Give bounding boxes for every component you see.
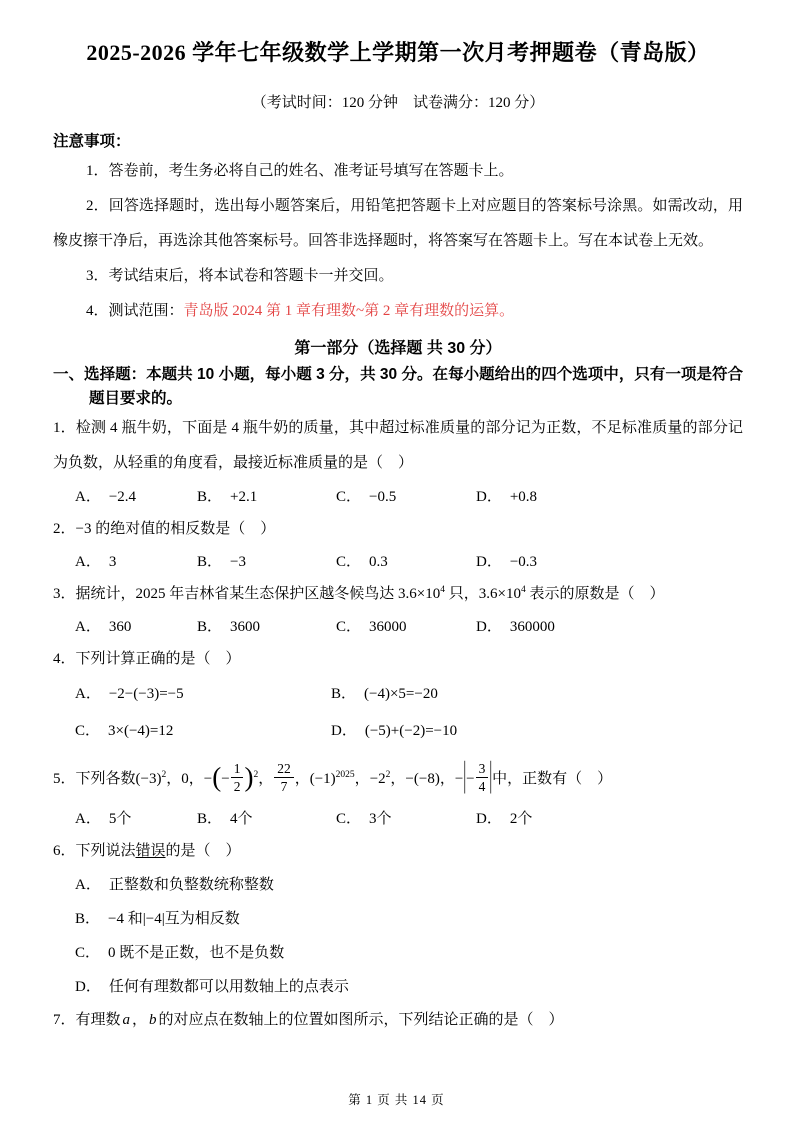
question-5-stem: 5．下列各数$(-3)^2$，0，−(− $\frac{1}{2}$ )$^2$， $\frac{22}{7}$ ，$(-1)^{2025}$，$-2^2$，−(−8)，−|− $\frac{3}{4}$ |中，正数有（ ）	[53, 756, 613, 796]
question-6-stem: 6．下列说法错误的是（ ）	[53, 842, 241, 859]
option-3d: D． 360000	[476, 619, 555, 635]
question-7-stem: 7．有理数 a ， b 的对应点在数轴上的位置如图所示，下列结论正确的是（ ）	[53, 1011, 564, 1028]
fraction-1-2: $\frac{1}{2}$	[231, 761, 244, 794]
page-number: 第 1 页 共 14 页	[348, 1093, 445, 1107]
math-term: −2	[369, 771, 386, 787]
section-intro: 一、选择题：本题共 10 小题，每小题 3 分，共 30 分。在每小题给出的四个选项中，只有一项是符合题目要求的。	[53, 366, 743, 407]
exam-meta: （考试时间：120 分钟 试卷满分：120 分）	[251, 95, 545, 111]
question-1-options	[75, 481, 743, 513]
option-3b: B． 3600	[197, 619, 261, 635]
underlined-word: 错误	[135, 842, 166, 859]
math-term: −(− $\frac{1}{2}$ )$^2$	[203, 761, 259, 795]
option-4a: A． −2−(−3)=−5	[75, 686, 184, 702]
option-2c: C． 0.3	[336, 554, 388, 570]
option-5a: A． 5个	[75, 810, 132, 827]
variable-b: b	[149, 1011, 157, 1028]
scientific-notation: 3.6×10	[398, 586, 441, 602]
fraction-22-7: $\frac{22}{7}$	[274, 761, 294, 794]
option-2b: B． −3	[197, 554, 246, 570]
question-4-options	[75, 676, 743, 750]
option-1d: D． +0.8	[476, 489, 538, 505]
option-1a: A． −2.4	[75, 489, 137, 505]
notice-heading: 注意事项：	[53, 133, 131, 150]
option-4b: B． (−4)×5=−20	[331, 686, 438, 702]
variable-a: a	[122, 1011, 131, 1028]
option-6c: C． 0 既不是正数，也不是负数	[75, 944, 285, 961]
question-5-options	[75, 803, 743, 835]
question-1-stem: 1．检测 4 瓶牛奶，下面是 4 瓶牛奶的质量，其中超过标准质量的部分记为正数，不足标准质量的部分记为负数，从轻重的角度看，最接近标准质量的是（ ）	[53, 420, 743, 471]
option-1b: B． +2.1	[197, 489, 258, 505]
question-4-stem: 4．下列计算正确的是（ ）	[53, 651, 241, 667]
question-2-options	[75, 546, 743, 578]
notice-item-3: 3．考试结束后，将本试卷和答题卡一并交回。	[86, 268, 394, 284]
option-4d: D． (−5)+(−2)=−10	[331, 723, 458, 739]
option-3a: A． 360	[75, 619, 132, 635]
question-6-options	[53, 868, 743, 1004]
notice-item-4-label: 4．测试范围：	[86, 303, 184, 319]
option-5c: C． 3个	[336, 810, 392, 827]
option-4c: C． 3×(−4)=12	[75, 723, 174, 739]
page-title: 2025-2026 学年七年级数学上学期第一次月考押题卷（青岛版）	[86, 40, 710, 65]
question-3-stem: 3．据统计，2025 年吉林省某生态保护区越冬候鸟达 $3.6\times 10^4$ 只，$3.6\times 10^4$ 表示的原数是（ ）	[53, 585, 665, 602]
option-2d: D． −0.3	[476, 554, 538, 570]
notice-item-1: 1．答卷前，考生务必将自己的姓名、准考证号填写在答题卡上。	[86, 163, 514, 179]
option-2a: A． 3	[75, 554, 117, 570]
math-term: −|− $\frac{3}{4}$ |	[454, 756, 493, 796]
option-5b: B． 4个	[197, 810, 253, 827]
section-heading: 第一部分（选择题 共 30 分）	[294, 340, 502, 357]
option-6b: B． −4 和|−4|互为相反数	[75, 910, 240, 927]
scientific-notation: 3.6×10	[478, 586, 521, 602]
question-2-stem: 2．−3 的绝对值的相反数是（ ）	[53, 521, 276, 537]
option-5d: D． 2个	[476, 810, 533, 827]
option-3c: C． 36000	[336, 619, 407, 635]
question-3-options	[75, 611, 743, 643]
notice-item-4	[53, 294, 743, 329]
math-term: −(−8)	[405, 771, 440, 787]
option-1c: C． −0.5	[336, 489, 397, 505]
math-term: (−1)	[309, 771, 336, 787]
notice-item-4-scope: 青岛版 2024 第 1 章有理数~第 2 章有理数的运算。	[183, 303, 515, 319]
option-6a: A． 正整数和负整数统称整数	[75, 876, 274, 893]
fraction-3-4: $\frac{3}{4}$	[476, 761, 489, 794]
math-term: (−3)	[135, 771, 162, 787]
option-6d: D． 任何有理数都可以用数轴上的点表示	[75, 978, 349, 995]
notice-item-2: 2．回答选择题时，选出每小题答案后，用铅笔把答题卡上对应题目的答案标号涂黑。如需改动，用橡皮擦干净后，再选涂其他答案标号。回答非选择题时，将答案写在答题卡上。写在本试卷上无效。	[53, 198, 743, 249]
